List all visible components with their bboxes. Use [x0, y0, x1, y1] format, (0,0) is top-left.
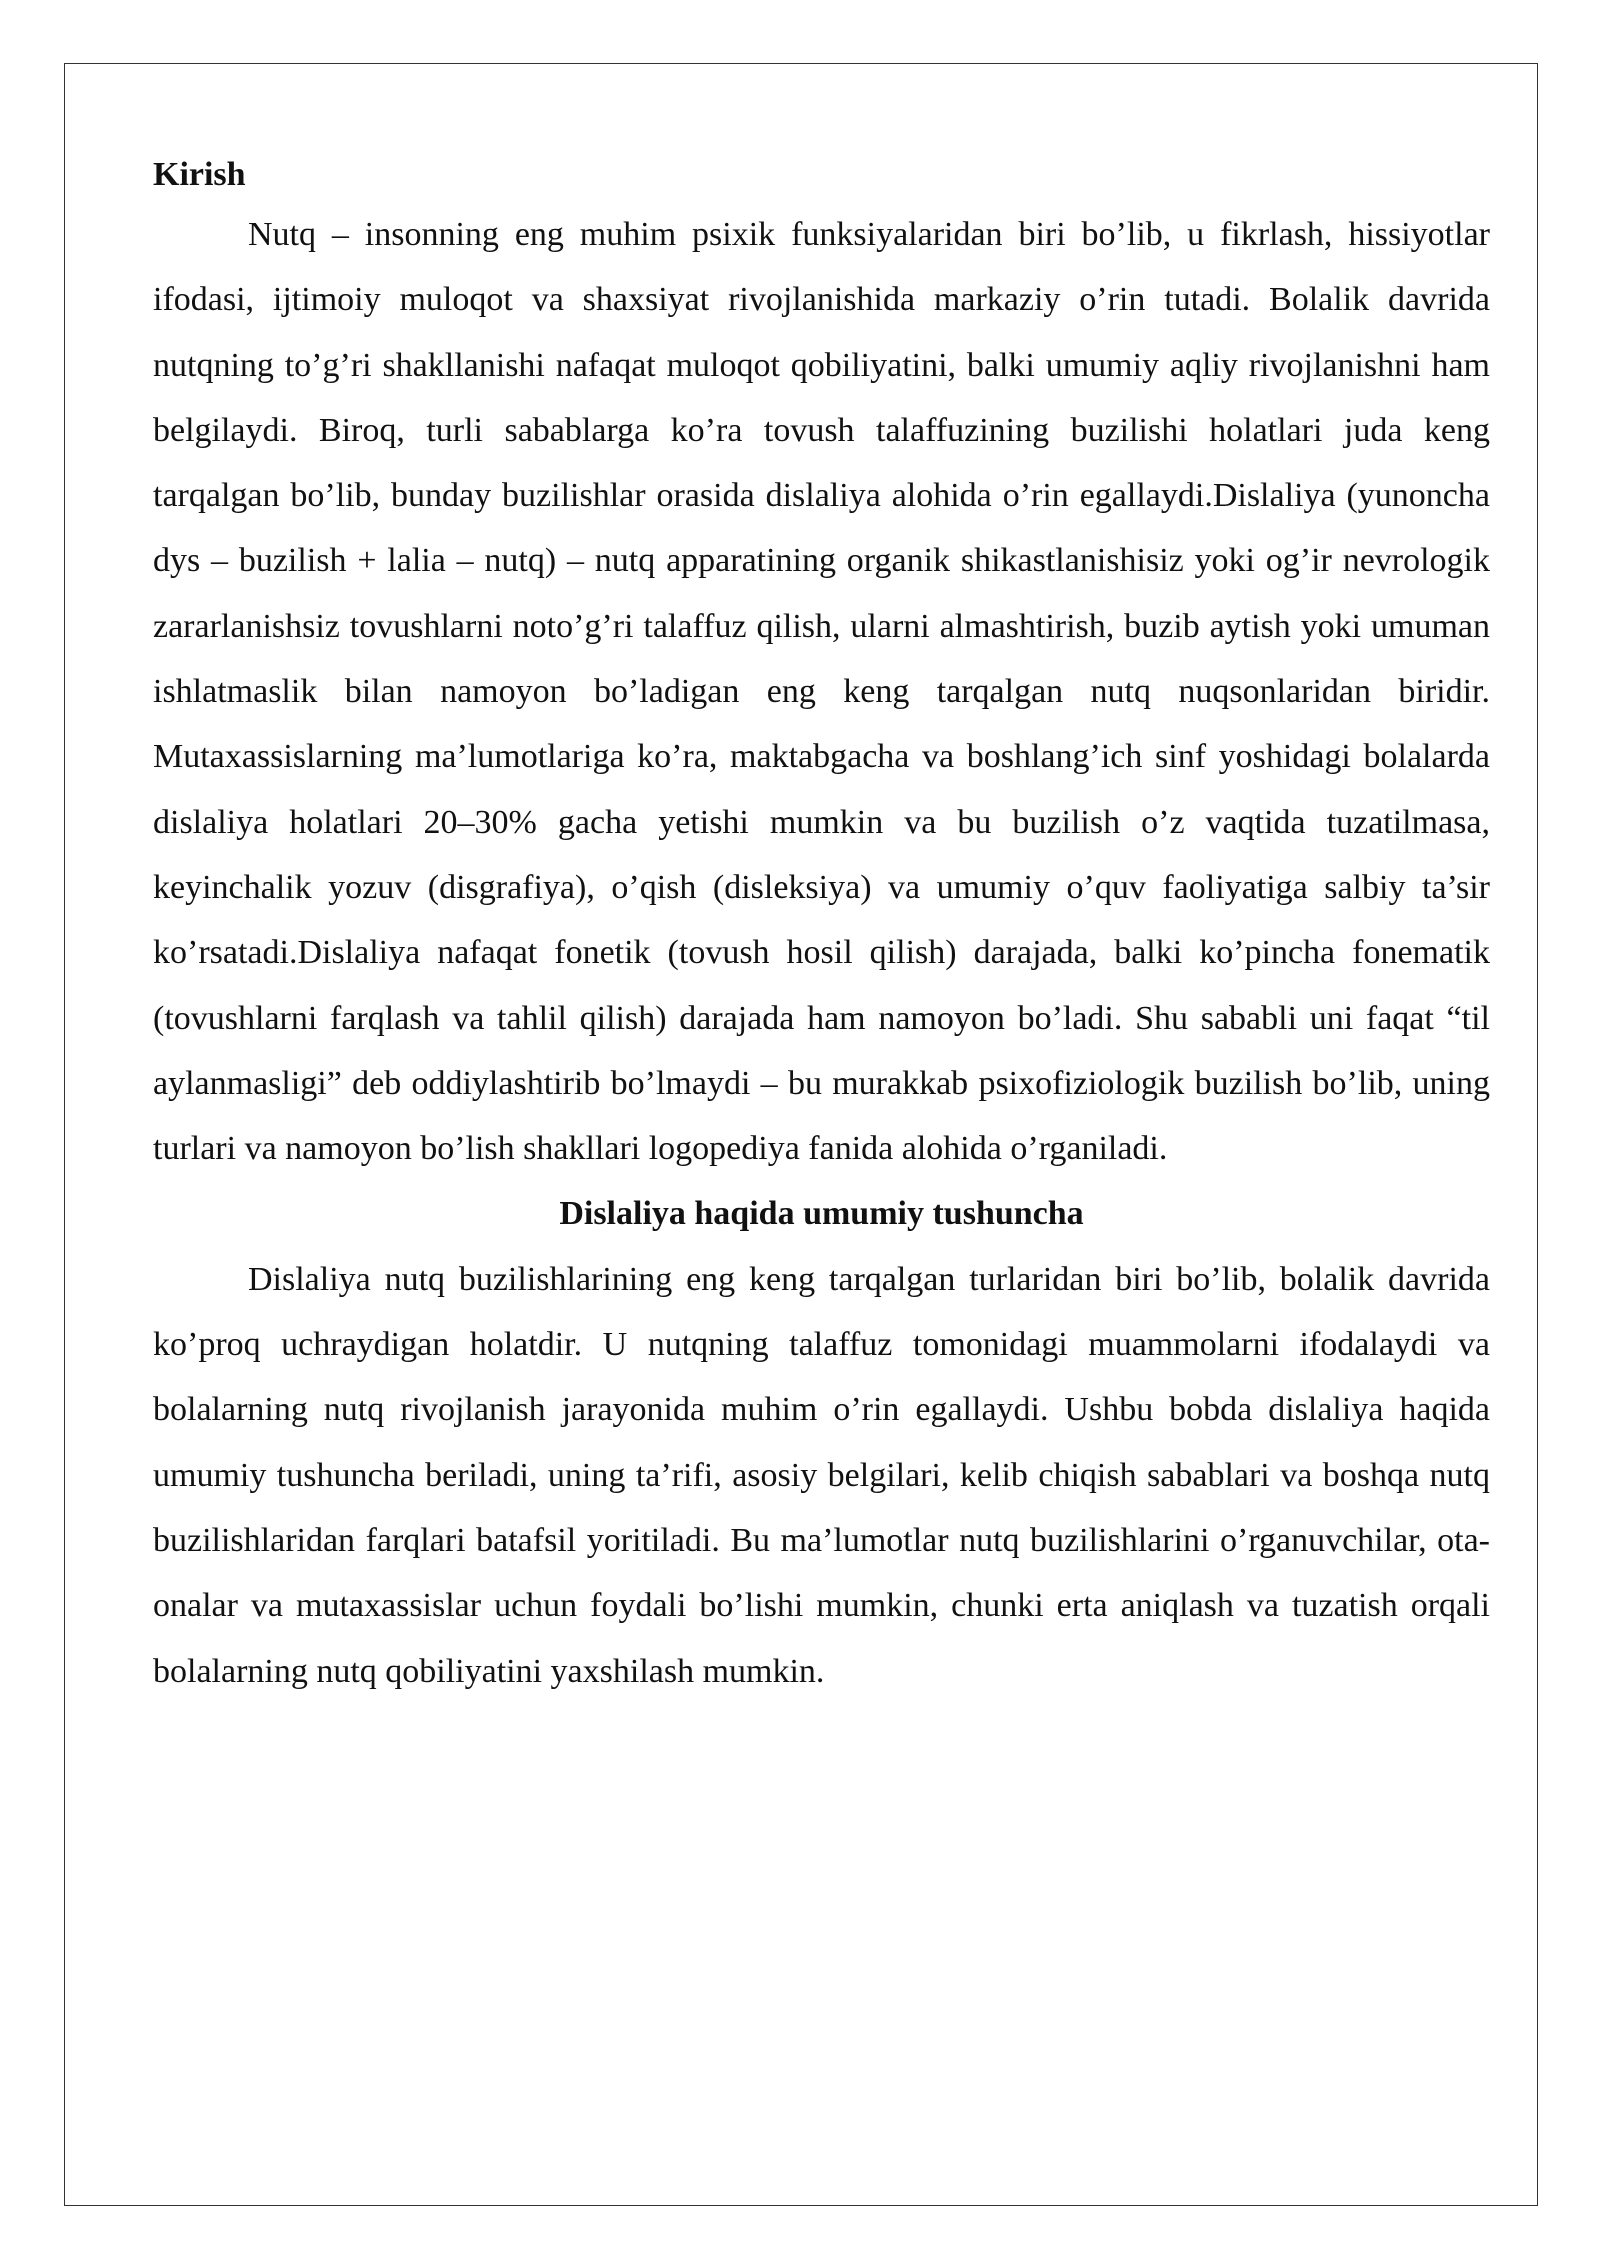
intro-heading: Kirish [153, 156, 246, 193]
section-heading: Dislaliya haqida umumiy tushuncha [559, 1195, 1084, 1233]
intro-paragraph: Nutq – insonning eng muhim psixik funksiyalaridan biri bo’lib, u fikrlash, hissiyotlar ifodasi, ijtimoiy muloqot va shaxsiyat rivojlanishida markaziy o’rin tutadi. Bolalik davrida nutqning to’g’ri shakllanishi nafaqat muloqot qobiliyatini, balki umumiy aqliy rivojlanishni ham belgilaydi. Biroq, turli sabablarga ko’ra tovush talaffuzining buzilishi holatlari juda keng tarqalgan bo’lib, bunday buzilishlar orasida dislaliya alohida o’rin egallaydi.Dislaliya (yunoncha dys – buzilish + lalia – nutq) – nutq apparatining organik shikastlanishisiz yoki og’ir nevrologik zararlanishsiz tovushlarni noto’g’ri talaffuz qilish, ularni almashtirish, buzib aytish yoki umuman ishlatmaslik bilan namoyon bo’ladigan eng keng tarqalgan nutq nuqsonlaridan biridir. Mutaxassislarning ma’lumotlariga ko’ra, maktabgacha va boshlang’ich sinf yoshidagi bolalarda dislaliya holatlari 20–30% gacha yetishi mumkin va bu buzilish o’z vaqtida tuzatilmasa, keyinchalik yozuv (disgrafiya), o’qish (disleksiya) va umumiy o’quv faoliyatiga salbiy ta’sir ko’rsatadi.Dislaliya nafaqat fonetik (tovush hosil qilish) darajada, balki ko’pincha fonematik (tovushlarni farqlash va tahlil qilish) darajada ham namoyon bo’ladi. Shu sababli uni faqat “til aylanmasligi” deb oddiylashtirib bo’lmaydi – bu murakkab psixofiziologik buzilish bo’lib, uning turlari va namoyon bo’lish shakllari logopediya fanida alohida o’rganiladi. [153, 216, 1490, 1168]
document-body [153, 148, 1490, 1704]
section-paragraph: Dislaliya nutq buzilishlarining eng keng tarqalgan turlaridan biri bo’lib, bolalik davrida ko’proq uchraydigan holatdir. U nutqning talaffuz tomonidagi muammolarni ifodalaydi va bolalarning nutq rivojlanish jarayonida muhim o’rin egallaydi. Ushbu bobda dislaliya haqida umumiy tushuncha beriladi, uning ta’rifi, asosiy belgilari, kelib chiqish sabablari va boshqa nutq buzilishlaridan farqlari batafsil yoritiladi. Bu ma’lumotlar nutq buzilishlarini o’rganuvchilar, ota-onalar va mutaxassislar uchun foydali bo’lishi mumkin, chunki erta aniqlash va tuzatish orqali bolalarning nutq qobiliyatini yaxshilash mumkin. [153, 1260, 1490, 1690]
